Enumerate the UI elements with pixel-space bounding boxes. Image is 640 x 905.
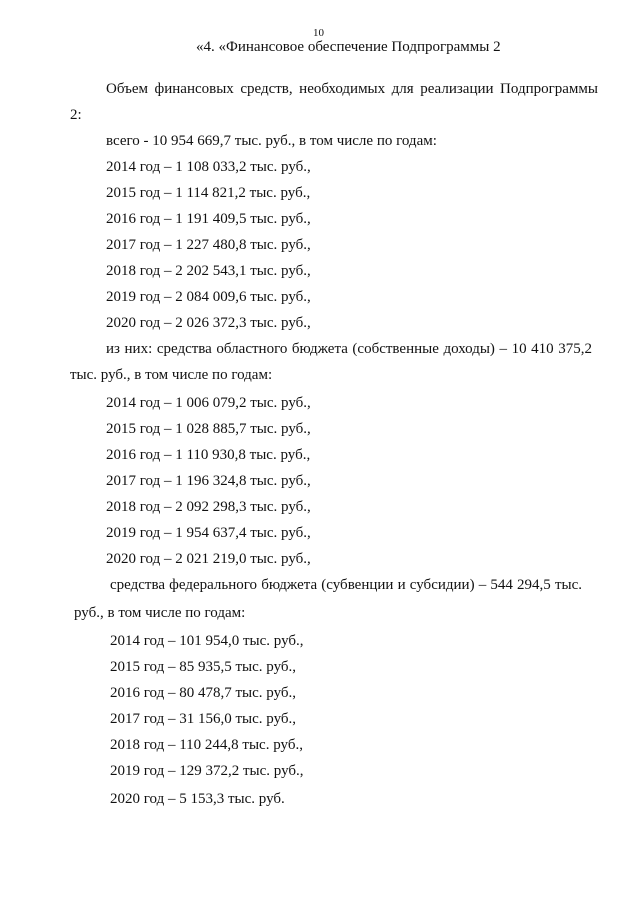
total-line: всего - 10 954 669,7 тыс. руб., в том числе по годам: xyxy=(106,133,437,149)
total-year-item: 2019 год – 2 084 009,6 тыс. руб., xyxy=(106,289,311,305)
total-year-item: 2014 год – 1 108 033,2 тыс. руб., xyxy=(106,159,311,175)
total-year-item: 2015 год – 1 114 821,2 тыс. руб., xyxy=(106,185,311,201)
section-title: «4. «Финансовое обеспечение Подпрограммы 2 xyxy=(196,39,501,55)
regional-line-2: тыс. руб., в том числе по годам: xyxy=(70,367,273,383)
federal-year-item: 2020 год – 5 153,3 тыс. руб. xyxy=(110,791,285,807)
federal-year-item: 2014 год – 101 954,0 тыс. руб., xyxy=(110,633,304,649)
regional-year-item: 2016 год – 1 110 930,8 тыс. руб., xyxy=(106,447,311,463)
total-year-item: 2018 год – 2 202 543,1 тыс. руб., xyxy=(106,263,311,279)
regional-year-item: 2020 год – 2 021 219,0 тыс. руб., xyxy=(106,551,311,567)
page-number: 10 xyxy=(313,27,324,39)
federal-year-item: 2019 год – 129 372,2 тыс. руб., xyxy=(110,763,304,779)
federal-year-item: 2017 год – 31 156,0 тыс. руб., xyxy=(110,711,297,727)
regional-year-item: 2015 год – 1 028 885,7 тыс. руб., xyxy=(106,421,311,437)
total-year-item: 2020 год – 2 026 372,3 тыс. руб., xyxy=(106,315,311,331)
federal-year-item: 2016 год – 80 478,7 тыс. руб., xyxy=(110,685,297,701)
regional-line-1: из них: средства областного бюджета (собственные доходы) – 10 410 375,2 xyxy=(106,341,592,357)
total-year-item: 2017 год – 1 227 480,8 тыс. руб., xyxy=(106,237,311,253)
regional-year-item: 2014 год – 1 006 079,2 тыс. руб., xyxy=(106,395,311,411)
intro-line-2: 2: xyxy=(70,107,82,123)
intro-line-1: Объем финансовых средств, необходимых для реализации Подпрограммы xyxy=(106,81,598,97)
regional-year-item: 2019 год – 1 954 637,4 тыс. руб., xyxy=(106,525,311,541)
federal-line-2: руб., в том числе по годам: xyxy=(74,605,246,621)
federal-line-1: средства федерального бюджета (субвенции и субсидии) – 544 294,5 тыс. xyxy=(110,577,582,593)
federal-year-item: 2015 год – 85 935,5 тыс. руб., xyxy=(110,659,297,675)
regional-year-item: 2017 год – 1 196 324,8 тыс. руб., xyxy=(106,473,311,489)
regional-year-item: 2018 год – 2 092 298,3 тыс. руб., xyxy=(106,499,311,515)
total-year-item: 2016 год – 1 191 409,5 тыс. руб., xyxy=(106,211,311,227)
federal-year-item: 2018 год – 110 244,8 тыс. руб., xyxy=(110,737,303,753)
